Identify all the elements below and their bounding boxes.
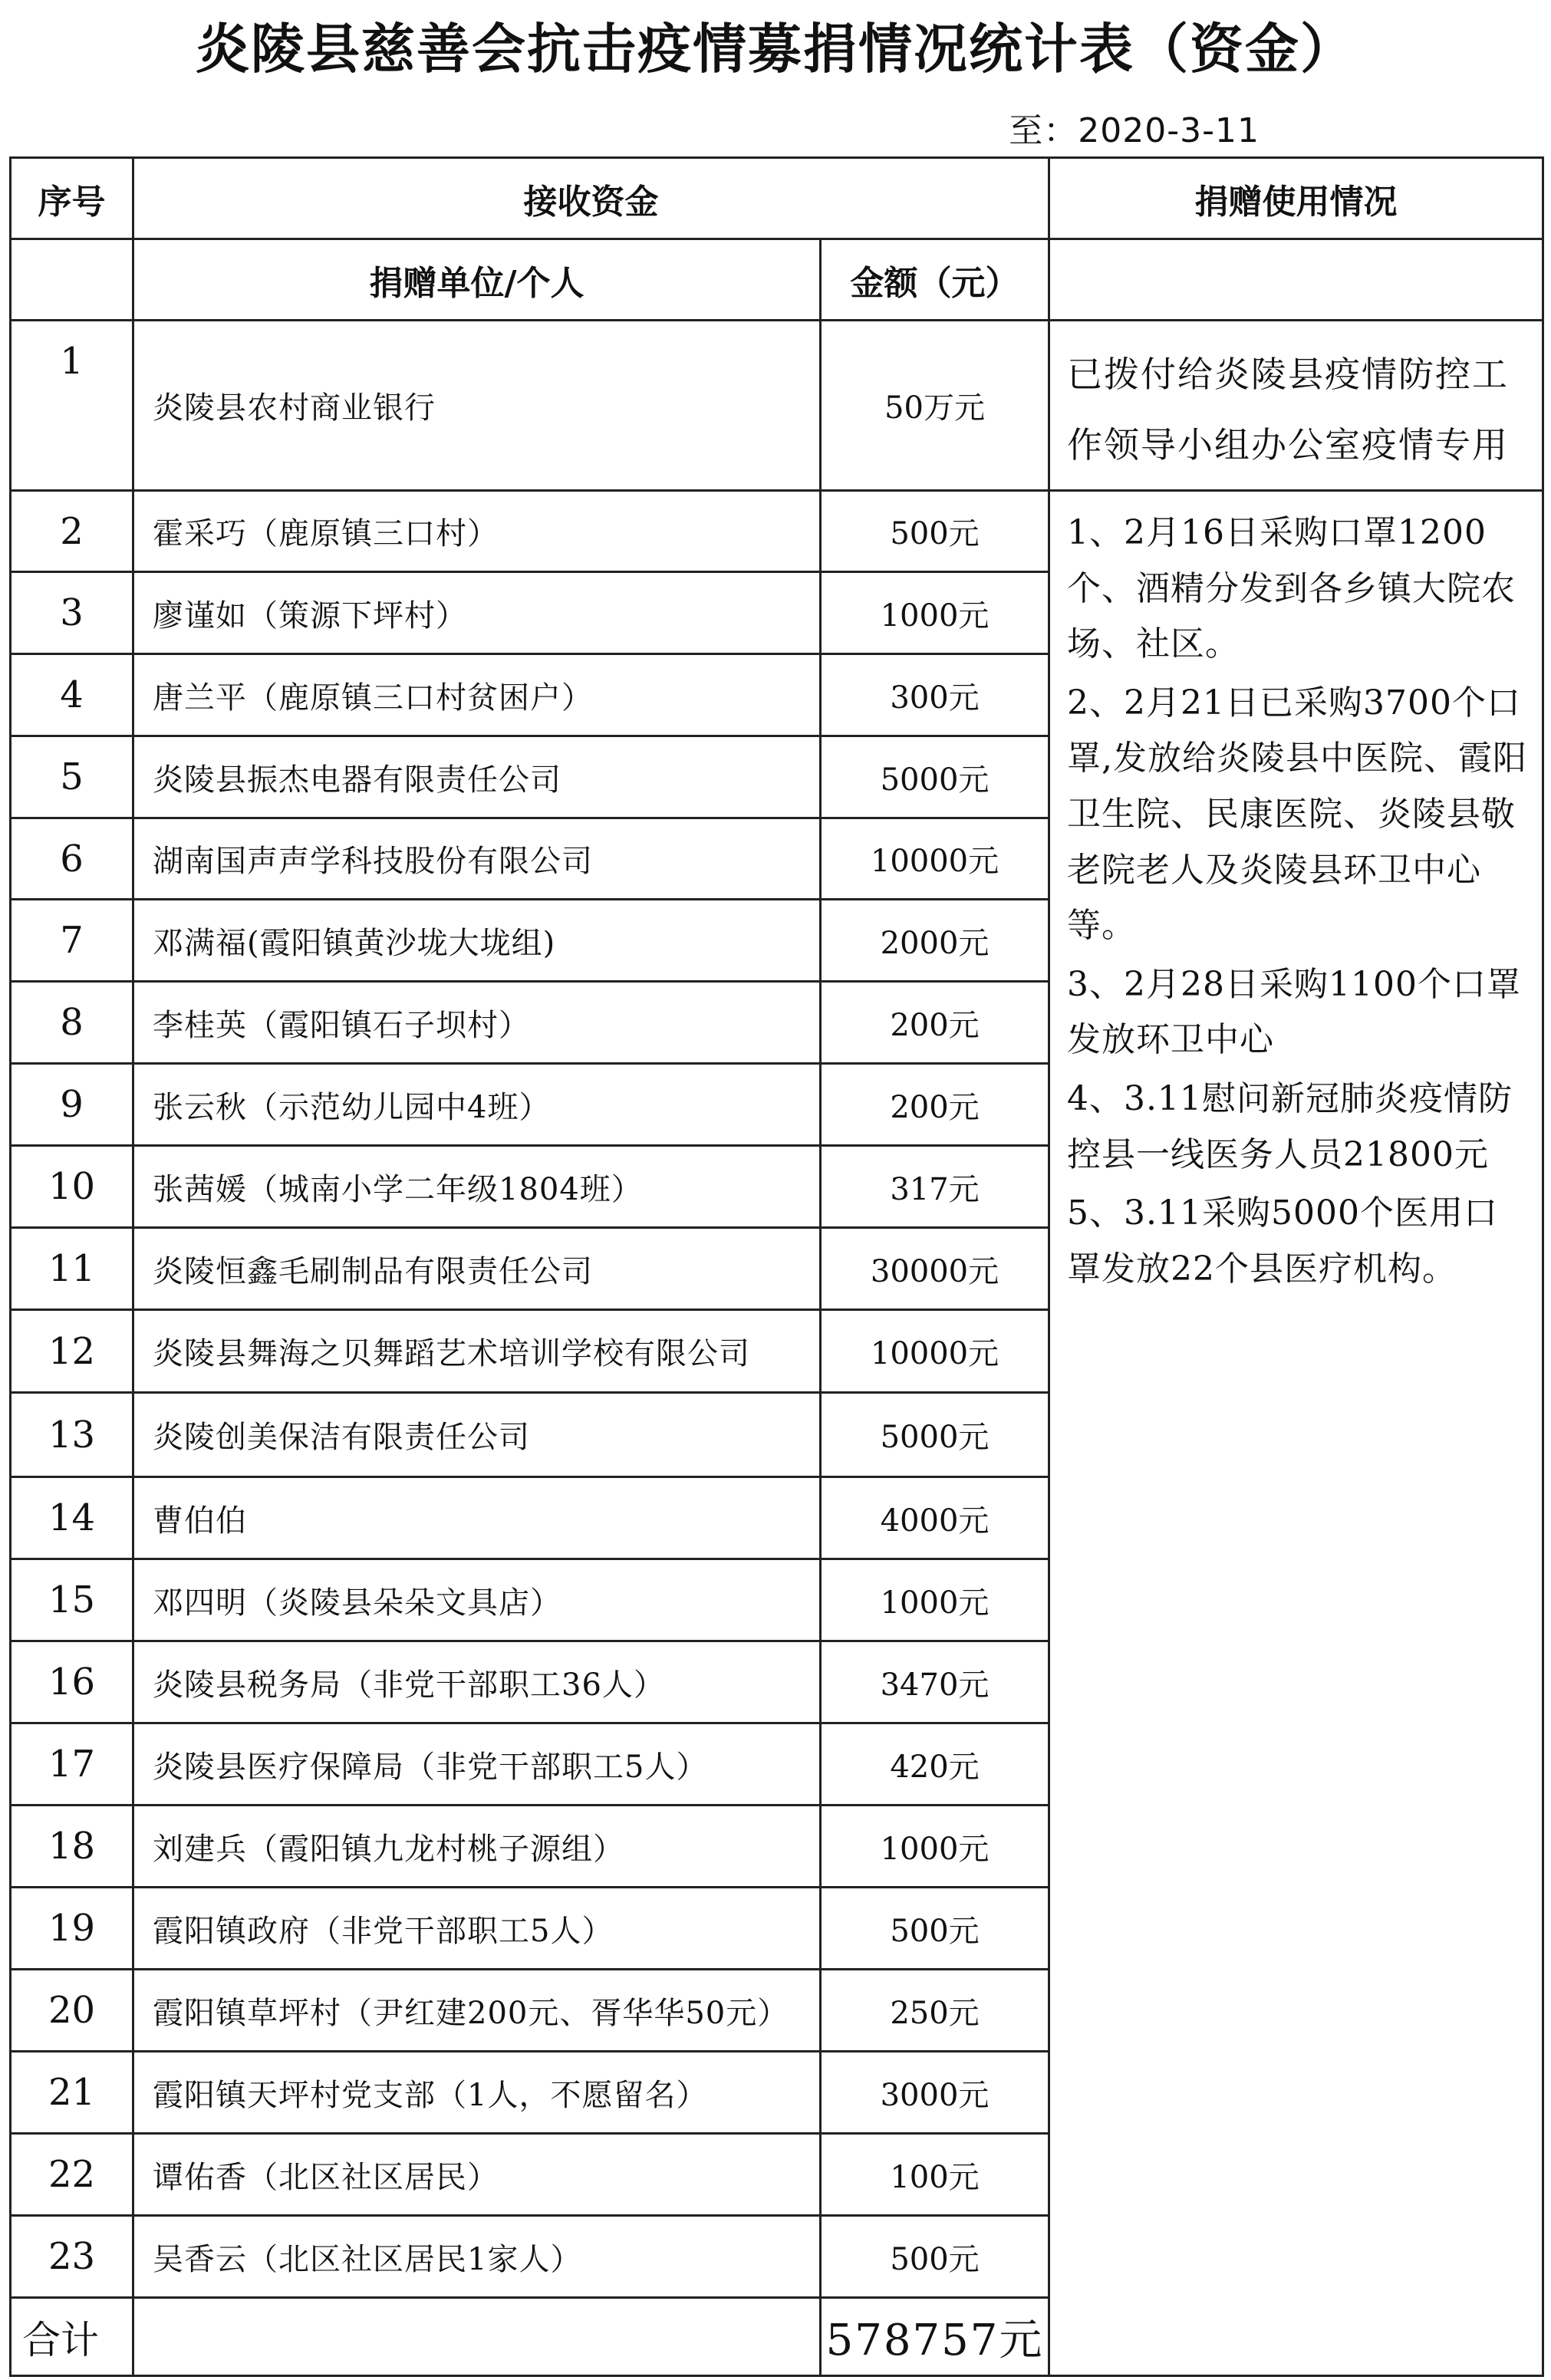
donation-amount: 250元: [821, 1970, 1049, 2052]
donation-amount: 30000元: [821, 1228, 1049, 1310]
usage-details: [1049, 491, 1543, 2376]
seq-subheader-blank: [11, 239, 133, 321]
row-number: 22: [11, 2134, 133, 2216]
donor-name: 谭佑香（北区社区居民）: [133, 2134, 821, 2216]
donation-table: [9, 156, 1544, 2377]
header-row: [11, 158, 1543, 239]
row-number: 11: [11, 1228, 133, 1310]
row-number: 8: [11, 982, 133, 1064]
donation-amount: 3470元: [821, 1641, 1049, 1723]
donation-amount: 300元: [821, 654, 1049, 736]
donor-name: 张茜媛（城南小学二年级1804班）: [133, 1146, 821, 1228]
donor-name: 曹伯伯: [133, 1477, 821, 1559]
received-funds-header: 接收资金: [133, 158, 1049, 239]
donor-name: 李桂英（霞阳镇石子坝村）: [133, 982, 821, 1064]
row-number: 21: [11, 2052, 133, 2134]
row-number: 1: [11, 321, 133, 491]
row-number: 7: [11, 900, 133, 982]
donation-amount: 200元: [821, 1064, 1049, 1146]
donation-amount: 3000元: [821, 2052, 1049, 2134]
donor-name: 湖南国声声学科技股份有限公司: [133, 818, 821, 900]
page-title: 炎陵县慈善会抗击疫情募捐情况统计表（资金）: [196, 18, 1355, 81]
donation-amount: 5000元: [821, 736, 1049, 818]
donor-name: 炎陵县医疗保障局（非党干部职工5人）: [133, 1723, 821, 1806]
donation-amount: 5000元: [821, 1393, 1049, 1477]
seq-header: 序号: [11, 158, 133, 239]
subheader-row: [11, 239, 1543, 321]
donor-name: 邓满福(霞阳镇黄沙垅大垅组): [133, 900, 821, 982]
row-number: 2: [11, 491, 133, 572]
usage-item: 5、3.11采购5000个医用口罩发放22个县医疗机构。: [1067, 1193, 1498, 1289]
row-number: 18: [11, 1806, 133, 1888]
usage-item: 2、2月21日已采购3700个口罩,发放给炎陵县中医院、霞阳卫生院、民康医院、炎陵县敬老院老人及炎陵县环卫中心等。: [1067, 683, 1527, 946]
donation-amount: 420元: [821, 1723, 1049, 1806]
donor-name: 廖谨如（策源下坪村）: [133, 572, 821, 654]
donation-amount: 2000元: [821, 900, 1049, 982]
donation-amount: 4000元: [821, 1477, 1049, 1559]
donation-amount: 1000元: [821, 572, 1049, 654]
donor-name: 邓四明（炎陵县朵朵文具店）: [133, 1559, 821, 1641]
donor-name: 炎陵创美保洁有限责任公司: [133, 1393, 821, 1477]
row-number: 3: [11, 572, 133, 654]
row-number: 23: [11, 2216, 133, 2298]
total-blank: [133, 2298, 821, 2376]
donation-amount: 500元: [821, 1888, 1049, 1970]
donor-name: 霞阳镇政府（非党干部职工5人）: [133, 1888, 821, 1970]
row-number: 4: [11, 654, 133, 736]
donor-name: 张云秋（示范幼儿园中4班）: [133, 1064, 821, 1146]
row-number: 5: [11, 736, 133, 818]
row-number: 12: [11, 1310, 133, 1393]
row-number: 13: [11, 1393, 133, 1477]
donation-amount: 500元: [821, 2216, 1049, 2298]
row-number: 6: [11, 818, 133, 900]
donor-name: 霞阳镇草坪村（尹红建200元、胥华华50元）: [133, 1970, 821, 2052]
donor-name: 刘建兵（霞阳镇九龙村桃子源组）: [133, 1806, 821, 1888]
donor-name: 炎陵县农村商业银行: [133, 321, 821, 491]
total-label: 合计: [11, 2298, 133, 2376]
donor-name: 炎陵县税务局（非党干部职工36人）: [133, 1641, 821, 1723]
donation-amount: 50万元: [821, 321, 1049, 491]
usage-header: 捐赠使用情况: [1049, 158, 1543, 239]
donation-amount: 1000元: [821, 1806, 1049, 1888]
row-number: 10: [11, 1146, 133, 1228]
table-row: [11, 321, 1543, 491]
row-number: 15: [11, 1559, 133, 1641]
donor-name: 唐兰平（鹿原镇三口村贫困户）: [133, 654, 821, 736]
donation-amount: 100元: [821, 2134, 1049, 2216]
donation-amount: 10000元: [821, 1310, 1049, 1393]
donor-name: 炎陵县振杰电器有限责任公司: [133, 736, 821, 818]
donation-amount: 10000元: [821, 818, 1049, 900]
row-number: 19: [11, 1888, 133, 1970]
row-number: 20: [11, 1970, 133, 2052]
table-row: [11, 491, 1543, 572]
usage-item: 3、2月28日采购1100个口罩发放环卫中心: [1067, 964, 1521, 1060]
report-date: 至：2020-3-11: [1009, 111, 1260, 150]
donation-amount: 317元: [821, 1146, 1049, 1228]
total-amount: 578757元: [821, 2298, 1049, 2376]
row-number: 14: [11, 1477, 133, 1559]
row-number: 16: [11, 1641, 133, 1723]
row-number: 17: [11, 1723, 133, 1806]
donor-name: 吴香云（北区社区居民1家人）: [133, 2216, 821, 2298]
usage-subheader-blank: [1049, 239, 1543, 321]
usage-item: 1、2月16日采购口罩1200个、酒精分发到各乡镇大院农场、社区。: [1067, 513, 1516, 664]
row-number: 9: [11, 1064, 133, 1146]
donation-amount: 200元: [821, 982, 1049, 1064]
usage-allocation-note: 已拨付给炎陵县疫情防控工作领导小组办公室疫情专用: [1049, 321, 1543, 491]
donation-amount: 500元: [821, 491, 1049, 572]
donor-name: 霍采巧（鹿原镇三口村）: [133, 491, 821, 572]
donation-amount: 1000元: [821, 1559, 1049, 1641]
donor-header: 捐赠单位/个人: [133, 239, 821, 321]
amount-header: 金额（元）: [821, 239, 1049, 321]
donor-name: 霞阳镇天坪村党支部（1人，不愿留名）: [133, 2052, 821, 2134]
usage-item: 4、3.11慰问新冠肺炎疫情防控县一线医务人员21800元: [1067, 1078, 1513, 1174]
donor-name: 炎陵县舞海之贝舞蹈艺术培训学校有限公司: [133, 1310, 821, 1393]
donor-name: 炎陵恒鑫毛刷制品有限责任公司: [133, 1228, 821, 1310]
